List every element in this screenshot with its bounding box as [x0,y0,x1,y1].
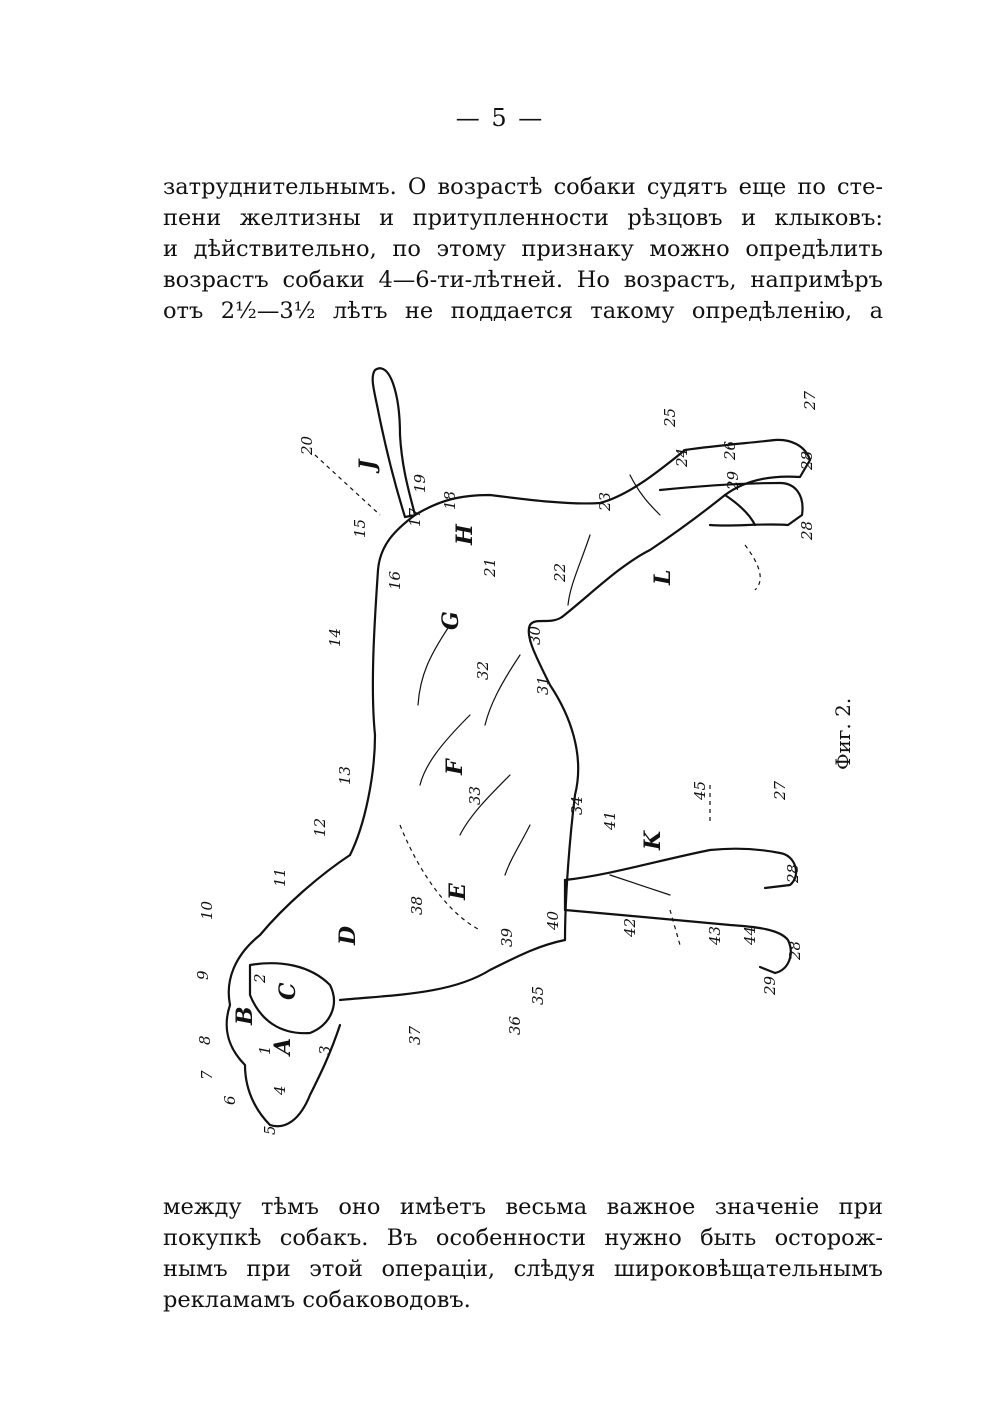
dog-diagram [190,355,870,1155]
label-5: 5 [261,1125,279,1135]
text-line: покупкѣ собакъ. Въ особенности нужно быть осторож- [163,1225,883,1251]
label-12: 12 [311,817,329,837]
region-H: H [452,524,478,545]
region-A: A [270,1037,296,1055]
text-line: затруднительнымъ. О возрастѣ собаки судятъ еще по сте- [163,174,883,200]
text-line: нымъ при этой операціи, слѣдуя широковѣщательнымъ [163,1256,883,1282]
label-8: 8 [196,1035,214,1045]
label-41: 41 [601,810,619,830]
label-27-front: 27 [771,780,789,800]
label-44: 44 [741,925,759,945]
label-3: 3 [316,1045,334,1055]
label-19: 19 [411,473,429,493]
label-20: 20 [298,435,316,455]
label-36: 36 [506,1015,524,1035]
dashed-guides [315,455,760,945]
figure-caption: Фиг. 2. [831,697,855,770]
label-26: 26 [721,440,739,460]
label-27-hind: 27 [801,390,819,410]
label-39: 39 [498,927,516,947]
label-9: 9 [194,970,212,980]
label-38: 38 [408,895,426,915]
text-line: пени желтизны и притупленности рѣзцовъ и клыковъ: [163,205,883,231]
label-16: 16 [386,570,404,590]
region-B: B [232,1006,258,1025]
number-labels [194,390,819,1135]
label-31: 31 [534,675,552,695]
label-28-b: 28 [798,520,816,540]
label-45: 45 [691,780,709,800]
label-17: 17 [406,507,424,527]
region-E: E [445,883,471,900]
label-40: 40 [544,910,562,930]
label-6: 6 [221,1095,239,1105]
label-28-d: 28 [786,940,804,960]
label-23: 23 [596,491,614,511]
region-C: C [275,982,301,1000]
label-14: 14 [326,627,344,647]
paragraph-top [163,172,883,327]
label-11: 11 [271,867,289,887]
label-22: 22 [551,562,569,582]
text-line: между тѣмъ оно имѣетъ весьма важное значеніе при [163,1194,883,1220]
text-line: и дѣйствительно, по этому признаку можно опредѣлить [163,236,883,262]
label-10: 10 [198,900,216,920]
page-number: — 5 — [455,104,545,132]
region-F: F [442,759,468,775]
label-25: 25 [661,407,679,427]
region-K: K [640,830,666,850]
region-L: L [650,569,676,585]
text-line: рекламамъ собаководовъ. [163,1287,471,1313]
label-28-c: 28 [784,863,802,883]
label-29-front: 29 [761,975,779,995]
label-37: 37 [406,1025,424,1045]
label-4: 4 [271,1085,289,1095]
label-21: 21 [481,557,499,577]
label-42: 42 [621,917,639,937]
region-J: J [355,459,381,470]
text-line: возрастъ собаки 4—6-ти-лѣтней. Но возрастъ, напримѣръ [163,267,883,293]
paragraph-bottom [163,1192,883,1316]
label-29-hind: 29 [724,470,742,490]
label-18: 18 [441,490,459,510]
label-13: 13 [336,765,354,785]
region-G: G [438,611,464,630]
label-2: 2 [251,973,269,983]
dog-anatomy-figure [190,355,870,1155]
label-35: 35 [529,985,547,1005]
label-15: 15 [351,518,369,538]
label-33: 33 [466,785,484,805]
label-24: 24 [673,447,691,467]
dog-outline [227,368,810,1126]
label-28-a: 28 [798,450,816,470]
label-32: 32 [474,660,492,680]
label-1: 1 [256,1045,274,1055]
label-34: 34 [568,795,586,815]
text-line: отъ 2½—3½ лѣтъ не поддается такому опредѣленію, а [163,298,883,324]
region-D: D [335,925,361,945]
label-7: 7 [198,1070,216,1080]
label-30: 30 [526,625,544,645]
label-43: 43 [706,925,724,945]
